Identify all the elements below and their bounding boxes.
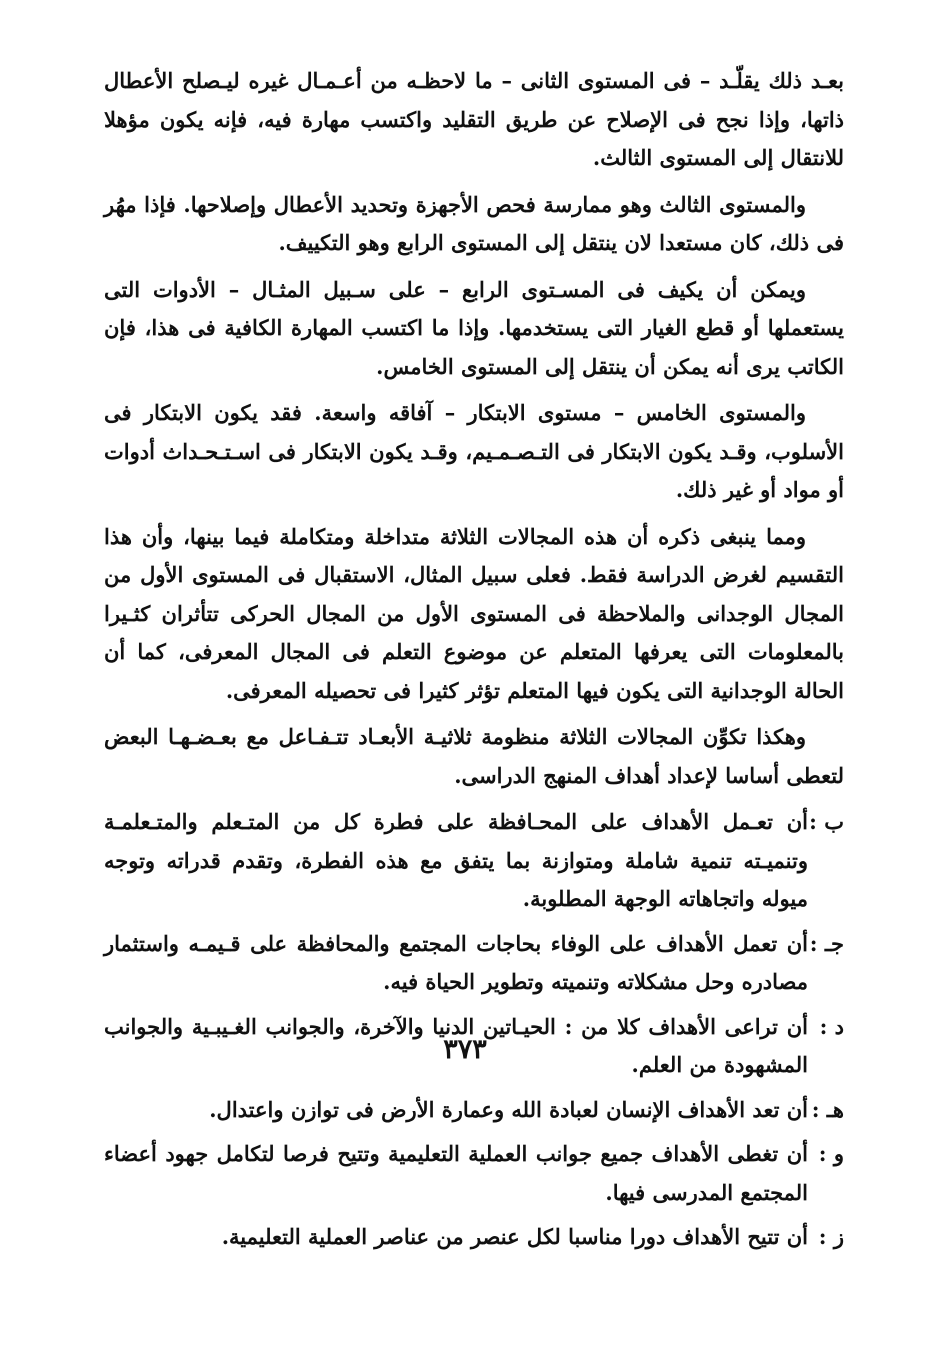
list-item [104, 803, 844, 919]
list-item [104, 925, 844, 1002]
list-item-label: هـ : [811, 1096, 844, 1122]
list-item-label: ب : [809, 809, 844, 834]
paragraph-level-five: والمستوى الخامس – مستوى الابتكار – آفاقه واسعة. فقد يكون الابتكار فى الأسلوب، وقـد يكون الابتكار فى التـصـمـيم، وقـد يكون الابتكار فى اسـتـحـداث أدوات أو مواد أو غير ذلك. [104, 400, 844, 502]
list-item-text: أن تتيح الأهداف دورا مناسبا لكل عنصر من عناصر العملية التعليمية. [221, 1224, 808, 1249]
list-item-label: و : [818, 1141, 844, 1166]
list-item-text: أن تعد الأهداف الإنسان لعبادة الله وعمارة الأرض فى توازن واعتدال. [209, 1096, 808, 1122]
list-item-label: د : [819, 1013, 844, 1039]
list-item-label: جـ : [809, 930, 844, 956]
list-item [104, 1218, 844, 1257]
list-item-text: أن تغطى الأهداف جميع جوانب العملية التعليمية وتتيح فرصا لتكامل جهود أعضاء المجتمع المدرسى فيها. [104, 1141, 808, 1205]
list-item-label: ز : [818, 1224, 844, 1249]
list-item [104, 1091, 844, 1130]
paragraph-integration: ومما ينبغى ذكره أن هذه المجالات الثلاثة متداخلة ومتكاملة فيما بينها، وأن هذا التقسيم لغرض الدراسة فقط. فعلى سبيل المثال، الاستقبال فى المستوى الأول من المجال الوجدانى والملاحظة فى المستوى الأول من المجال الحركى تتأثران كثـيرا بالمعلومات التى يعرفها المتعلم عن موضوع التعلم فى المجال المعرفى، كما أن الحالة الوجدانية التى يكون فيها المتعلم تؤثر كثيرا فى تحصيله المعرفى. [104, 523, 844, 703]
page-number: ٣٧٣ [443, 1034, 487, 1065]
list-item-text: أن تراعى الأهداف كلا من : الحيـاتين الدنيا والآخرة، والجوانب الغـيبـية والجوانب المشهودة من العلم. [104, 1013, 808, 1077]
list-item-text: أن تعـمل الأهداف على المحـافظة على فطرة كل من المتـعلم والمتـعلمـة وتنميـته تنمية شاملة ومتوازنة بما يتفق مع هذه الفطرة، وتقدم قدراته وتوجه ميوله واتجاهاته الوجهة المطلوبة. [104, 809, 808, 911]
paragraph-continuation: بعـد ذلك يقلّـد – فى المستوى الثانى – ما لاحظـه من أعـمـال غيره ليـصلح الأعطال ذاتها، وإذا نجح فى الإصلاح عن طريق التقليد واكتسب مهارة فيه، فإنه يكون مؤهلا للانتقال إلى المستوى الثالث. [104, 68, 844, 170]
list-item-text: أن تعمل الأهداف على الوفاء بحاجات المجتمع والمحافظة على قـيمـه واستثمار مصادره وحل مشكلاته وتنميته وتطوير الحياة فيه. [104, 930, 808, 994]
paragraph-level-three: والمستوى الثالث وهو ممارسة فحص الأجهزة وتحديد الأعطال وإصلاحها. فإذا مهُر فى ذلك، كان مستعدا لان ينتقل إلى المستوى الرابع وهو التكييف. [104, 191, 844, 255]
objectives-list [104, 803, 844, 1257]
list-item [104, 1135, 844, 1212]
paragraph-level-four: ويمكن أن يكيف فى المسـتوى الرابع – على سـبيل المثـال – الأدوات التى يستعملها أو قطع الغيار التى يستخدمها. وإذا ما اكتسب المهارة الكافية فى هذا، فإن الكاتب يرى أنه يمكن أن ينتقل إلى المستوى الخامس. [104, 276, 844, 379]
paragraph-conclusion: وهكذا تكوِّن المجالات الثلاثة منظومة ثلاثيـة الأبعـاد تتـفـاعل مع بعـضـهـا البعض لتعطى أساسا لإعداد أهداف المنهج الدراسى. [104, 724, 844, 788]
